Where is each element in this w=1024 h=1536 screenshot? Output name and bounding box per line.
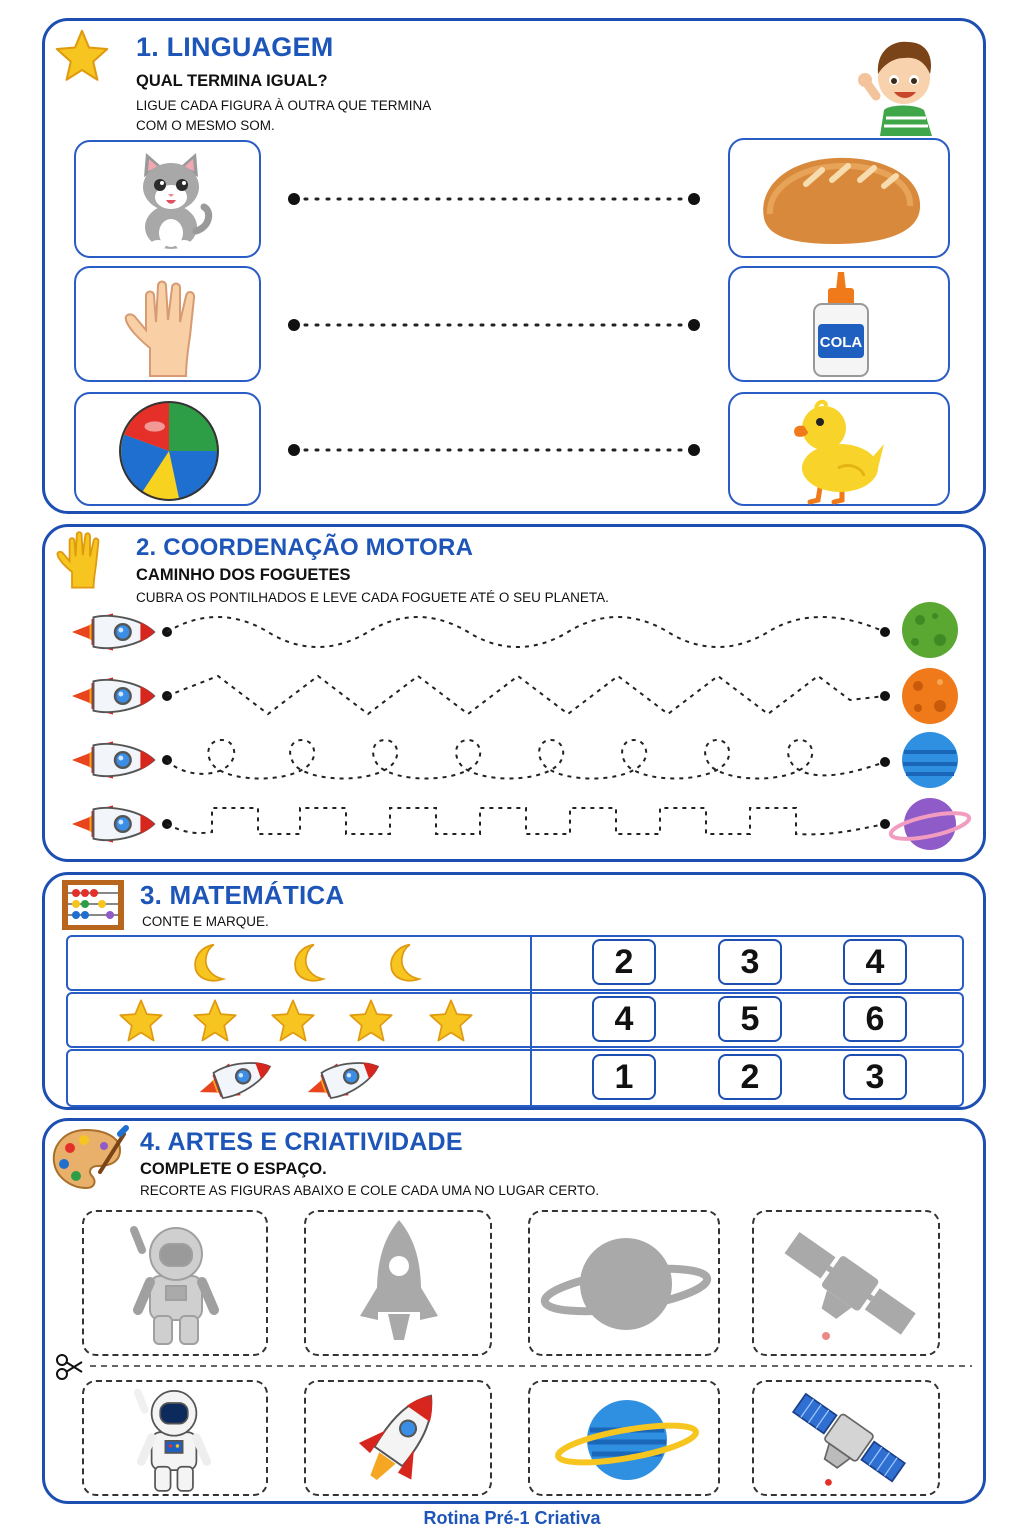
- section-title-coordenacao: 2. COORDENAÇÃO MOTORA: [136, 534, 474, 561]
- instruction-coordenacao: CUBRA OS PONTILHADOS E LEVE CADA FOGUETE ATÉ O SEU PLANETA.: [136, 590, 609, 605]
- section-title-matematica: 3. MATEMÁTICA: [140, 880, 345, 910]
- instruction-line-1: LIGUE CADA FIGURA À OUTRA QUE TERMINA: [136, 98, 432, 113]
- instruction-matematica: CONTE E MARQUE.: [142, 914, 269, 929]
- astronaut-icon: [118, 1384, 230, 1496]
- instruction-line-2: COM O MESMO SOM.: [136, 118, 275, 133]
- section-title-artes: 4. ARTES E CRIATIVIDADE: [140, 1128, 463, 1156]
- option-row2-a[interactable]: 4: [592, 996, 656, 1042]
- option-row1-c[interactable]: 4: [843, 939, 907, 985]
- cutout-planet[interactable]: [528, 1380, 720, 1496]
- cutout-rocket[interactable]: [304, 1380, 492, 1496]
- option-row3-a[interactable]: 1: [592, 1054, 656, 1100]
- footer-credit: Rotina Pré-1 Criativa: [423, 1508, 601, 1528]
- option-row3-b[interactable]: 2: [718, 1054, 782, 1100]
- rocket-icon: [352, 1384, 448, 1496]
- cutout-satellite[interactable]: [752, 1380, 940, 1496]
- section-subtitle-linguagem: QUAL TERMINA IGUAL?: [136, 72, 328, 90]
- glue-label: COLA: [819, 334, 863, 351]
- instruction-artes: RECORTE AS FIGURAS ABAIXO E COLE CADA UMA NO LUGAR CERTO.: [140, 1183, 600, 1198]
- section-title-linguagem: 1. LINGUAGEM: [136, 32, 334, 62]
- option-row2-c[interactable]: 6: [843, 996, 907, 1042]
- cutout-astronaut[interactable]: [82, 1380, 268, 1496]
- option-row2-b[interactable]: 5: [718, 996, 782, 1042]
- option-row1-b[interactable]: 3: [718, 939, 782, 985]
- scissors-icon: [57, 1355, 82, 1379]
- section-subtitle-coordenacao: CAMINHO DOS FOGUETES: [136, 566, 351, 584]
- planet-icon: [552, 1386, 702, 1494]
- option-row3-c[interactable]: 3: [843, 1054, 907, 1100]
- section-subtitle-artes: COMPLETE O ESPAÇO.: [140, 1160, 327, 1178]
- option-row1-a[interactable]: 2: [592, 939, 656, 985]
- satellite-icon: [780, 1382, 916, 1496]
